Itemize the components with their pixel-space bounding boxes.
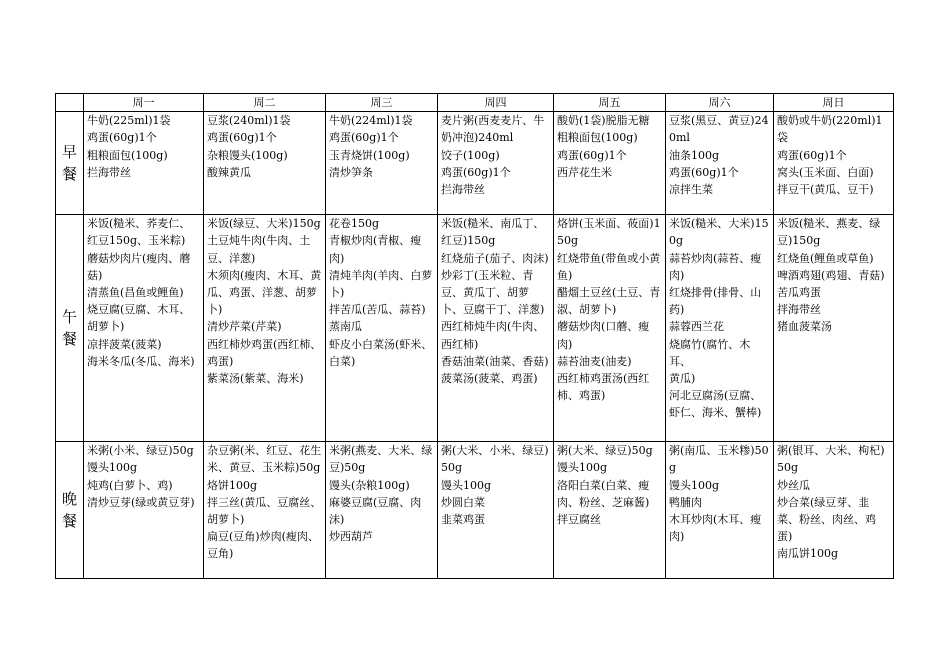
dish-item: 河北豆腐汤(豆腐、虾仁、海米、蟹棒) xyxy=(669,389,762,420)
menu-cell-monday xyxy=(84,112,204,215)
dish-item: 烙饼(玉米面、莜面)150g xyxy=(557,217,661,248)
dish-item: 米饭(糙米、大米)150g xyxy=(669,217,769,248)
dish-item: 炒圆白菜 xyxy=(441,495,485,509)
weekly-meal-plan-table xyxy=(55,93,894,579)
dish-item: 粗粮面包(100g) xyxy=(557,131,638,145)
dish-item: 炒彩丁(玉米粒、青豆、黄瓜丁、胡萝卜、豆腐干丁、洋葱) xyxy=(441,268,545,317)
meal-label: 午餐 xyxy=(61,308,77,349)
dish-item: 啤酒鸡翅(鸡翅、青菇) xyxy=(777,268,885,282)
dish-item: 米饭(糙米、燕麦、绿豆)150g xyxy=(777,217,881,248)
menu-cell-sunday xyxy=(774,215,894,442)
dish-item: 炒丝瓜 xyxy=(777,478,810,492)
dish-item: 醋熘土豆丝(土豆、青淑、胡萝卜) xyxy=(557,286,661,317)
dish-item: 清炒笋条 xyxy=(329,165,373,179)
dish-item: 豆浆(240ml)1袋 xyxy=(207,114,291,128)
dish-item: 鸡蛋(60g)1个 xyxy=(207,131,277,145)
header-sunday: 周日 xyxy=(774,94,894,112)
meal-label: 早餐 xyxy=(61,143,77,184)
menu-cell-thursday xyxy=(438,215,554,442)
dish-item: 粥(南瓜、玉米糁)50g xyxy=(669,444,769,475)
menu-cell-monday xyxy=(84,442,204,579)
menu-cell-tuesday xyxy=(204,112,326,215)
dish-item: 凉拌生菜 xyxy=(669,183,713,197)
dish-item: 鸡蛋(60g)1个 xyxy=(441,165,511,179)
dish-item: 清炖羊肉(羊肉、白萝卜) xyxy=(329,268,433,300)
menu-cell-friday xyxy=(554,112,666,215)
header-wednesday: 周三 xyxy=(326,94,438,112)
dish-item: 米粥(燕麦、大米、绿豆)50g xyxy=(329,444,433,475)
menu-cell-wednesday xyxy=(326,112,438,215)
menu-cell-thursday xyxy=(438,112,554,215)
dish-item: 酸奶(1袋)脱脂无糖 xyxy=(557,114,650,128)
dish-item: 玉青烧饼(100g) xyxy=(329,148,410,162)
header-thursday: 周四 xyxy=(438,94,554,112)
dish-item: 西红柿鸡蛋汤(西红柿、鸡蛋) xyxy=(557,372,650,403)
dish-item: 拦海带丝 xyxy=(87,165,131,179)
dish-item: 红烧茄子(茄子、肉沫) xyxy=(441,251,549,265)
dish-item: 米饭(绿豆、大米)150g xyxy=(207,217,321,231)
dish-item: 粗粮面包(100g) xyxy=(87,148,168,162)
dish-item: 鸡蛋(60g)1个 xyxy=(777,148,847,162)
dish-item: 黄瓜) xyxy=(669,372,696,386)
dish-item: 烧腐竹(腐竹、木耳、 xyxy=(669,337,751,368)
dish-item: 馒头100g xyxy=(669,478,720,492)
dish-item: 炖鸡(白萝卜、鸡) xyxy=(87,478,173,492)
dish-item: 酸辣黄瓜 xyxy=(207,165,251,179)
dish-item: 粥(银耳、大米、枸杞)50g xyxy=(777,444,885,475)
meal-label-cell xyxy=(56,215,84,442)
dish-item: 花卷150g xyxy=(329,217,380,231)
header-row xyxy=(56,94,894,112)
dish-item: 炒西葫芦 xyxy=(329,530,373,544)
dish-item: 蒸南瓜 xyxy=(329,320,362,334)
dish-item: 鸡蛋(60g)1个 xyxy=(329,131,399,145)
meal-label-cell xyxy=(56,112,84,215)
dish-item: 拌豆腐丝 xyxy=(557,513,601,527)
dish-item: 虾皮小白菜汤(虾米、白菜) xyxy=(329,337,433,368)
dish-item: 洛阳白菜(白菜、瘦肉、粉丝、芝麻酱) xyxy=(557,478,650,509)
dish-item: 豆浆(黑豆、黄豆)240ml xyxy=(669,114,769,145)
menu-cell-wednesday xyxy=(326,442,438,579)
lunch-row xyxy=(56,215,894,442)
header-saturday: 周六 xyxy=(666,94,774,112)
menu-cell-friday xyxy=(554,442,666,579)
dish-item: 蒜苔油麦(油麦) xyxy=(557,354,632,368)
dish-item: 米饭(糙米、荞麦仁、红豆150g、玉米粽) xyxy=(87,217,191,248)
dish-item: 牛奶(225ml)1袋 xyxy=(87,114,171,128)
dish-item: 麦片粥(西麦麦片、牛奶冲泡)240ml xyxy=(441,114,545,145)
dish-item: 木须肉(瘦肉、木耳、黄瓜、鸡蛋、洋葱、胡萝卜) xyxy=(207,268,322,317)
dish-item: 海米冬瓜(冬瓜、海米) xyxy=(87,354,195,368)
dish-item: 油条100g xyxy=(669,148,720,162)
dish-item: 拌豆干(黄瓜、豆干) xyxy=(777,183,874,197)
menu-cell-sunday xyxy=(774,112,894,215)
dish-item: 扁豆(豆角)炒肉(瘦肉、豆角) xyxy=(207,530,319,561)
dish-item: 红烧排骨(排骨、山药) xyxy=(669,286,762,317)
dish-item: 蘑菇炒肉片(瘦肉、蘑菇) xyxy=(87,251,191,282)
dish-item: 蘑菇炒肉(口蘑、瘦肉) xyxy=(557,320,650,351)
menu-cell-saturday xyxy=(666,442,774,579)
dish-item: 拦海带丝 xyxy=(441,183,485,197)
dish-item: 窝头(玉米面、白面) xyxy=(777,165,874,179)
dish-item: 木耳炒肉(木耳、瘦肉) xyxy=(669,513,762,544)
dish-item: 馒头100g xyxy=(441,478,492,492)
dish-item: 拌苦瓜(苦瓜、蒜苔) xyxy=(329,303,426,317)
dish-item: 紫菜汤(紫菜、海米) xyxy=(207,372,304,386)
dish-item: 牛奶(224ml)1袋 xyxy=(329,114,413,128)
dish-item: 米饭(糙米、南瓜丁、红豆)150g xyxy=(441,217,545,248)
dish-item: 西红柿炒鸡蛋(西红柿、鸡蛋) xyxy=(207,337,322,368)
dish-item: 红烧带鱼(带鱼或小黄鱼) xyxy=(557,251,661,282)
header-corner xyxy=(56,94,84,112)
dish-item: 青椒炒肉(青椒、瘦肉) xyxy=(329,234,422,265)
dish-item: 馒头100g xyxy=(87,461,138,475)
dish-item: 馒头100g xyxy=(557,461,608,475)
menu-cell-sunday xyxy=(774,442,894,579)
dish-item: 苦瓜鸡蛋 xyxy=(777,286,821,300)
dish-item: 清炒豆芽(绿或黄豆芽) xyxy=(87,495,195,509)
dish-item: 蒜苔炒肉(蒜苔、瘦肉) xyxy=(669,251,762,282)
dish-item: 清蒸鱼(昌鱼或鲤鱼) xyxy=(87,286,184,300)
header-friday: 周五 xyxy=(554,94,666,112)
dish-item: 凉拌菠菜(菠菜) xyxy=(87,337,162,351)
dish-item: 西芹花生米 xyxy=(557,165,612,179)
dish-item: 拌海带丝 xyxy=(777,303,821,317)
header-tuesday: 周二 xyxy=(204,94,326,112)
meal-label: 晚餐 xyxy=(61,490,77,531)
dish-item: 烙饼100g xyxy=(207,478,258,492)
dish-item: 粥(大米、小米、绿豆)50g xyxy=(441,444,549,475)
dish-item: 饺子(100g) xyxy=(441,148,500,162)
dish-item: 粥(大米、绿豆)50g xyxy=(557,444,653,458)
dish-item: 土豆炖牛肉(牛肉、土豆、洋葱) xyxy=(207,234,311,265)
menu-cell-friday xyxy=(554,215,666,442)
dish-item: 鸡蛋(60g)1个 xyxy=(557,148,627,162)
menu-cell-saturday xyxy=(666,112,774,215)
dinner-row xyxy=(56,442,894,579)
dish-item: 米粥(小米、绿豆)50g xyxy=(87,444,194,458)
dish-item: 鸭脯肉 xyxy=(669,495,702,509)
header-monday: 周一 xyxy=(84,94,204,112)
menu-cell-thursday xyxy=(438,442,554,579)
dish-item: 菠菜汤(菠菜、鸡蛋) xyxy=(441,372,538,386)
dish-item: 酸奶或牛奶(220ml)1袋 xyxy=(777,114,883,145)
dish-item: 红烧鱼(鲤鱼或草鱼) xyxy=(777,251,874,265)
dish-item: 南瓜饼100g xyxy=(777,547,839,561)
dish-item: 香菇油菜(油菜、香菇) xyxy=(441,354,549,368)
dish-item: 杂粮馒头(100g) xyxy=(207,148,288,162)
dish-item: 蒜蓉西兰花 xyxy=(669,320,724,334)
dish-item: 鸡蛋(60g)1个 xyxy=(87,131,157,145)
menu-cell-tuesday xyxy=(204,442,326,579)
menu-cell-saturday xyxy=(666,215,774,442)
dish-item: 西红柿炖牛肉(牛肉、西红柿) xyxy=(441,320,545,351)
dish-item: 炒合菜(绿豆芽、韭菜、粉丝、肉丝、鸡蛋) xyxy=(777,495,876,544)
dish-item: 清炒芹菜(芹菜) xyxy=(207,320,282,334)
meal-label-cell xyxy=(56,442,84,579)
dish-item: 馒头(杂粮100g) xyxy=(329,478,410,492)
dish-item: 麻婆豆腐(豆腐、肉沫) xyxy=(329,495,422,527)
menu-cell-wednesday xyxy=(326,215,438,442)
dish-item: 杂豆粥(米、红豆、花生米、黄豆、玉米粽)50g xyxy=(207,444,322,475)
dish-item: 拌三丝(黄瓜、豆腐丝、胡萝卜) xyxy=(207,495,322,527)
dish-item: 韭菜鸡蛋 xyxy=(441,513,485,527)
menu-cell-monday xyxy=(84,215,204,442)
breakfast-row xyxy=(56,112,894,215)
dish-item: 烧豆腐(豆腐、木耳、胡萝卜) xyxy=(87,303,191,334)
dish-item: 鸡蛋(60g)1个 xyxy=(669,165,739,179)
menu-cell-tuesday xyxy=(204,215,326,442)
dish-item: 猪血菠菜汤 xyxy=(777,320,832,334)
